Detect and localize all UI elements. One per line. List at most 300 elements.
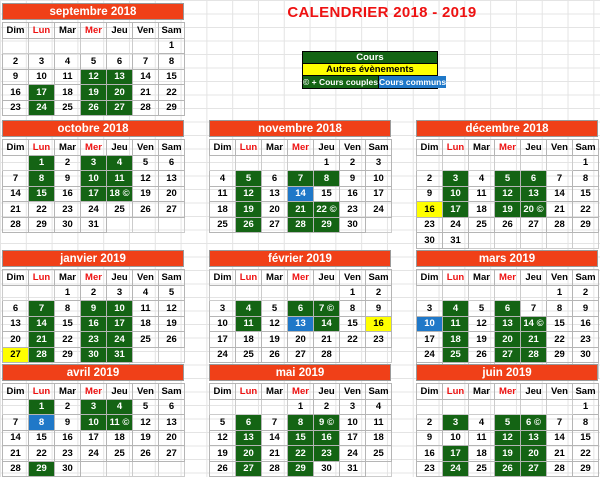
day-cell: 3 [366,155,392,171]
day-cell: 1 [573,399,599,415]
empty-cell [81,461,107,477]
month-header: mars 2019 [416,250,598,267]
day-cell: 10 [340,415,366,431]
day-cell: 7 [521,301,547,317]
weekday-label: Mer [495,140,521,156]
weekday-label: Mar [55,23,81,39]
day-cell: 15 [340,316,366,332]
day-cell: 30 [573,347,599,363]
weekday-label: Ven [133,270,159,286]
week-row [3,415,185,431]
empty-cell [55,38,81,54]
day-cell: 19 [210,446,236,462]
week-row [3,461,185,477]
day-cell: 22 [288,446,314,462]
week-row [417,347,599,363]
day-cell: 15 [29,186,55,202]
day-cell: 10 [443,186,469,202]
day-cell: 14 [314,316,340,332]
day-cell: 5 [133,399,159,415]
day-cell: 4 [469,171,495,187]
weekday-label: Ven [133,23,159,39]
day-cell: 31 [107,347,133,363]
day-cell: 21 [547,446,573,462]
week-row [210,186,392,202]
week-row [3,54,185,70]
day-cell: 24 [29,100,55,116]
day-cell: 18 [133,316,159,332]
day-cell: 27 [159,202,185,218]
empty-cell [547,233,573,249]
empty-cell [262,399,288,415]
empty-cell [159,461,185,477]
day-cell: 28 [521,347,547,363]
day-cell: 16 [417,202,443,218]
day-cell: 14 [288,186,314,202]
day-cell: 6 [107,54,133,70]
day-cell: 6 © [521,415,547,431]
day-cell: 16 [340,186,366,202]
weekday-label: Ven [547,140,573,156]
day-cell: 8 [29,415,55,431]
day-cell: 14 © [521,316,547,332]
day-cell: 26 [133,446,159,462]
week-row [210,415,392,431]
month-header: décembre 2018 [416,120,598,137]
month-decembre-2018 [416,120,598,249]
day-cell: 27 [521,461,547,477]
day-cell: 19 [236,202,262,218]
weekday-row [210,140,392,156]
day-cell: 24 [81,202,107,218]
empty-cell [262,155,288,171]
week-row [3,186,185,202]
day-cell: 27 [3,347,29,363]
legend-split-row [302,75,447,89]
empty-cell [3,285,29,301]
weekday-label: Dim [417,384,443,400]
day-cell: 20 [3,332,29,348]
day-cell: 20 © [521,202,547,218]
day-cell: 11 [210,186,236,202]
day-cell: 17 [417,332,443,348]
day-cell: 23 [55,446,81,462]
day-cell: 31 [443,233,469,249]
weekday-label: Lun [29,384,55,400]
day-cell: 11 [469,186,495,202]
legend [302,51,447,89]
day-cell: 1 [340,285,366,301]
empty-cell [107,461,133,477]
day-cell: 24 [340,446,366,462]
day-cell: 8 [55,301,81,317]
weekday-label: Sam [159,384,185,400]
empty-cell [288,155,314,171]
empty-cell [521,399,547,415]
weekday-label: Dim [210,384,236,400]
day-cell: 13 [3,316,29,332]
weekday-label: Lun [236,384,262,400]
day-cell: 18 © [107,186,133,202]
weekday-label: Ven [340,270,366,286]
week-row [417,301,599,317]
day-cell: 21 [133,85,159,101]
day-cell: 15 [288,430,314,446]
page-title: CALENDRIER 2018 - 2019 [287,4,477,21]
day-cell: 16 [366,316,392,332]
month-fevrier-2019 [209,250,391,363]
day-cell: 9 [417,430,443,446]
day-cell: 11 [443,316,469,332]
day-cell: 25 [443,347,469,363]
weekday-label: Sam [573,140,599,156]
day-cell: 3 [81,155,107,171]
day-cell: 16 [3,85,29,101]
day-cell: 31 [340,461,366,477]
day-cell: 25 [107,446,133,462]
day-cell: 12 [236,186,262,202]
empty-cell [107,217,133,233]
day-cell: 29 [55,347,81,363]
day-cell: 7 [547,415,573,431]
day-cell: 16 [573,316,599,332]
day-cell: 12 [210,430,236,446]
weekday-label: Mer [288,140,314,156]
week-row [417,217,599,233]
day-cell: 18 [469,446,495,462]
day-cell: 25 [55,100,81,116]
day-cell: 18 [107,430,133,446]
day-cell: 28 [133,100,159,116]
day-cell: 9 [417,186,443,202]
day-cell: 6 [159,399,185,415]
week-row [417,155,599,171]
week-row [417,446,599,462]
weekday-label: Mar [55,270,81,286]
day-cell: 15 [55,316,81,332]
month-septembre-2018 [2,3,184,116]
day-cell: 2 [366,285,392,301]
day-cell: 10 [443,430,469,446]
day-cell: 25 [366,446,392,462]
empty-cell [3,399,29,415]
day-cell: 4 [469,415,495,431]
day-cell: 5 [262,301,288,317]
day-cell: 8 [573,171,599,187]
empty-cell [210,285,236,301]
day-cell: 20 [521,446,547,462]
weekday-label: Ven [547,384,573,400]
weekday-label: Lun [443,384,469,400]
empty-cell [29,285,55,301]
month-header: mai 2019 [209,364,391,381]
day-cell: 26 [81,100,107,116]
day-cell: 4 [236,301,262,317]
week-row [3,171,185,187]
day-cell: 17 [81,186,107,202]
day-cell: 1 [288,399,314,415]
day-cell: 20 [159,186,185,202]
weekday-label: Ven [133,384,159,400]
day-cell: 21 [288,202,314,218]
day-cell: 24 [107,332,133,348]
month-table [2,22,185,116]
week-row [417,332,599,348]
day-cell: 23 [55,202,81,218]
weekday-row [417,384,599,400]
weekday-label: Mer [288,384,314,400]
week-row [3,430,185,446]
day-cell: 3 [340,399,366,415]
day-cell: 7 [3,171,29,187]
weekday-label: Dim [417,140,443,156]
weekday-label: Ven [340,384,366,400]
day-cell: 23 [366,332,392,348]
day-cell: 11 [469,430,495,446]
weekday-label: Mar [469,270,495,286]
day-cell: 17 [443,202,469,218]
day-cell: 23 [340,202,366,218]
week-row [417,233,599,249]
day-cell: 12 [495,430,521,446]
weekday-label: Jeu [107,270,133,286]
day-cell: 12 [133,415,159,431]
week-row [210,285,392,301]
day-cell: 26 [210,461,236,477]
day-cell: 19 [133,430,159,446]
day-cell: 14 [29,316,55,332]
day-cell: 10 [29,69,55,85]
day-cell: 28 [288,217,314,233]
day-cell: 6 [262,171,288,187]
day-cell: 28 [547,461,573,477]
day-cell: 12 [469,316,495,332]
weekday-row [417,140,599,156]
weekday-label: Ven [133,140,159,156]
weekday-label: Dim [3,140,29,156]
week-row [210,461,392,477]
weekday-label: Mer [81,23,107,39]
empty-cell [469,233,495,249]
day-cell: 18 [210,202,236,218]
day-cell: 1 [29,399,55,415]
weekday-label: Mer [495,270,521,286]
week-row [3,85,185,101]
day-cell: 21 [521,332,547,348]
empty-cell [314,285,340,301]
day-cell: 21 [3,202,29,218]
day-cell: 25 [236,347,262,363]
day-cell: 27 [236,461,262,477]
day-cell: 14 [262,430,288,446]
week-row [3,38,185,54]
week-row [3,316,185,332]
weekday-label: Sam [366,140,392,156]
day-cell: 21 [3,446,29,462]
day-cell: 3 [417,301,443,317]
month-table [2,269,185,363]
empty-cell [366,461,392,477]
day-cell: 9 [366,301,392,317]
day-cell: 26 [133,202,159,218]
day-cell: 22 [29,202,55,218]
week-row [417,399,599,415]
empty-cell [133,347,159,363]
month-table [416,269,599,379]
day-cell: 7 [547,171,573,187]
day-cell: 5 [210,415,236,431]
day-cell: 26 [236,217,262,233]
weekday-row [210,384,392,400]
week-row [3,69,185,85]
day-cell: 1 [29,155,55,171]
day-cell: 3 [210,301,236,317]
weekday-label: Sam [159,140,185,156]
weekday-label: Lun [443,270,469,286]
week-row [210,316,392,332]
day-cell: 2 [3,54,29,70]
day-cell: 13 [159,415,185,431]
month-header: avril 2019 [2,364,184,381]
day-cell: 12 [133,171,159,187]
day-cell: 20 [107,85,133,101]
month-avril-2019 [2,364,184,477]
weekday-label: Lun [29,23,55,39]
weekday-label: Mer [81,270,107,286]
week-row [3,155,185,171]
empty-cell [521,155,547,171]
day-cell: 21 [262,446,288,462]
day-cell: 17 [443,446,469,462]
day-cell: 24 [443,217,469,233]
day-cell: 24 [210,347,236,363]
month-mars-2019 [416,250,598,379]
week-row [3,446,185,462]
day-cell: 1 [547,285,573,301]
empty-cell [236,285,262,301]
month-table [416,383,599,477]
day-cell: 5 [159,285,185,301]
day-cell: 22 © [314,202,340,218]
month-table [209,383,392,477]
weekday-label: Dim [3,384,29,400]
day-cell: 25 [469,217,495,233]
day-cell: 7 [3,415,29,431]
week-row [3,332,185,348]
day-cell: 29 [288,461,314,477]
day-cell: 22 [547,332,573,348]
day-cell: 3 [107,285,133,301]
day-cell: 21 [314,332,340,348]
day-cell: 15 [573,430,599,446]
month-header: juin 2019 [416,364,598,381]
week-row [3,217,185,233]
day-cell: 10 [107,301,133,317]
day-cell: 30 [417,233,443,249]
weekday-label: Sam [573,384,599,400]
empty-cell [469,155,495,171]
day-cell: 6 [521,171,547,187]
week-row [210,217,392,233]
day-cell: 13 [495,316,521,332]
week-row [417,461,599,477]
day-cell: 27 [107,100,133,116]
weekday-row [3,270,185,286]
day-cell: 22 [55,332,81,348]
day-cell: 30 [55,461,81,477]
day-cell: 6 [288,301,314,317]
day-cell: 21 [29,332,55,348]
day-cell: 9 [573,301,599,317]
day-cell: 23 [81,332,107,348]
day-cell: 25 [107,202,133,218]
day-cell: 28 [3,217,29,233]
empty-cell [495,233,521,249]
day-cell: 19 [469,332,495,348]
weekday-label: Ven [547,270,573,286]
day-cell: 4 [107,155,133,171]
month-table [416,139,599,249]
day-cell: 17 [107,316,133,332]
legend-autres-evenements: Autres évènements [302,63,438,75]
day-cell: 25 [210,217,236,233]
weekday-label: Lun [29,140,55,156]
day-cell: 29 [573,217,599,233]
week-row [210,202,392,218]
month-novembre-2018 [209,120,391,233]
day-cell: 28 [547,217,573,233]
day-cell: 21 [547,202,573,218]
week-row [3,347,185,363]
day-cell: 30 [314,461,340,477]
day-cell: 17 [29,85,55,101]
week-row [417,430,599,446]
day-cell: 27 [159,446,185,462]
weekday-label: Jeu [521,140,547,156]
month-header: septembre 2018 [2,3,184,20]
weekday-label: Mer [81,384,107,400]
day-cell: 24 [366,202,392,218]
day-cell: 23 [417,217,443,233]
empty-cell [495,155,521,171]
day-cell: 6 [3,301,29,317]
day-cell: 2 [55,399,81,415]
month-juin-2019 [416,364,598,477]
legend-cours: Cours [302,51,438,63]
weekday-label: Mar [469,384,495,400]
day-cell: 16 [81,316,107,332]
empty-cell [288,285,314,301]
week-row [210,155,392,171]
day-cell: 7 [133,54,159,70]
day-cell: 25 [469,461,495,477]
day-cell: 19 [262,332,288,348]
empty-cell [495,285,521,301]
day-cell: 23 [417,461,443,477]
day-cell: 11 [55,69,81,85]
day-cell: 14 [3,430,29,446]
day-cell: 24 [443,461,469,477]
day-cell: 23 [3,100,29,116]
day-cell: 30 [340,217,366,233]
week-row [3,285,185,301]
day-cell: 2 [55,155,81,171]
day-cell: 22 [29,446,55,462]
empty-cell [443,155,469,171]
day-cell: 3 [29,54,55,70]
day-cell: 12 [495,186,521,202]
day-cell: 17 [366,186,392,202]
